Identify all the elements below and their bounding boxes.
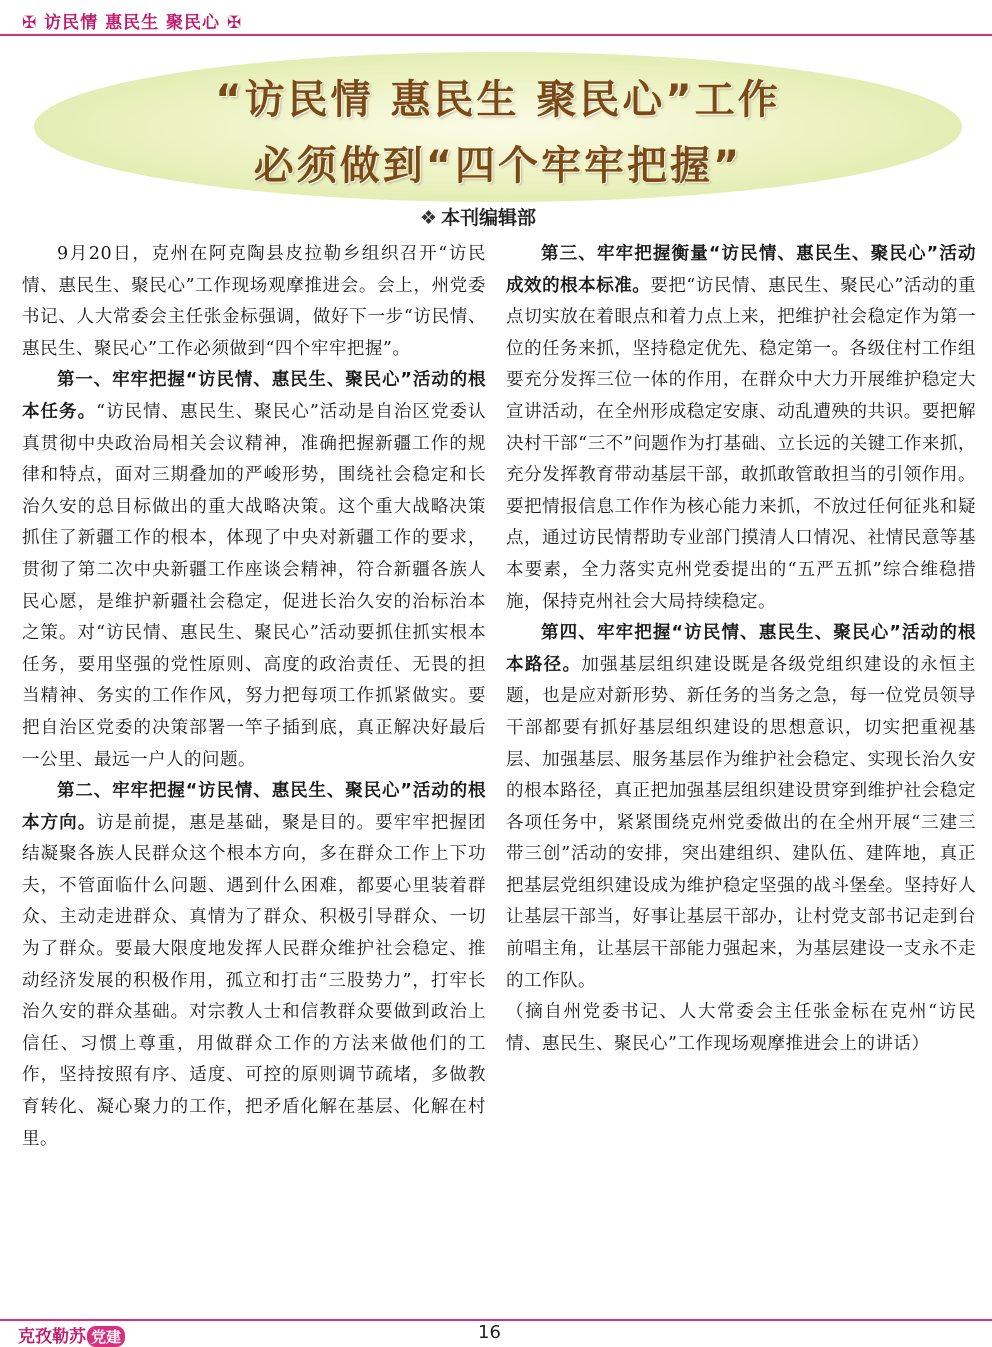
- column-left: [22, 239, 486, 1155]
- point-heading-3: 第三、牢牢把握衡量“访民情、惠民生、聚民心”活动成效的根本标准。: [506, 244, 976, 296]
- source-note: （摘自州党委书记、人大常委会主任张金标在克州“访民情、惠民生、聚民心”工作现场观摩推进会上的讲话）: [506, 1002, 976, 1054]
- point-body-3: 要把“访民情、惠民生、聚民心”活动的重点切实放在着眼点和着力点上来，把维护社会稳定作为第一位的任务来抓，坚持稳定优先、稳定第一。各级住村工作组要充分发挥三位一体的作用，在群众中大力开展维护稳定大宣讲活动，在全州形成稳定安康、动乱遭殃的共识。要把解决村干部“三不”问题作为打基础、立长远的关键工作来抓，充分发挥教育带动基层干部，敢抓敢管敢担当的引领作用。要把情报信息工作作为核心能力来抓，不放过任何征兆和疑点，通过访民情帮助专业部门摸清人口情况、社情民意等基本要素，全力落实克州党委提出的“五严五抓”综合维稳措施，保持克州社会大局持续稳定。: [506, 275, 976, 612]
- paragraph-second-point: [22, 776, 486, 1155]
- article-title-line-2: 必须做到“四个牢牢把握”: [253, 143, 743, 189]
- point-body-1: “访民情、惠民生、聚民心”活动是自治区党委认真贯彻中央政治局相关会议精神，准确把握新疆工作的规律和特点，面对三期叠加的严峻形势，围绕社会稳定和长治久安的总目标做出的重大战略决策。这个重大战略决策抓住了新疆工作的根本，体现了中央对新疆工作的要求，贯彻了第二次中央新疆工作座谈会精神，符合新疆各族人民心愿，是维护新疆社会稳定，促进长治久安的治标治本之策。对“访民情、惠民生、聚民心”活动要抓住抓实根本任务，要用坚强的党性原则、高度的政治责任、无畏的担当精神、务实的工作作风，努力把每项工作抓紧做实。要把自治区党委的决策部署一竿子插到底，真正解决好最后一公里、最远一户人的问题。: [22, 401, 486, 770]
- paragraph-fourth-point: [506, 618, 976, 997]
- page-number: 16: [478, 1322, 501, 1343]
- paragraph-third-point: [506, 239, 976, 618]
- byline-text: 本刊编辑部: [441, 207, 537, 229]
- section-title: ✠ 访民情 惠民生 聚民心 ✠: [22, 13, 243, 33]
- logo-badge: 党建: [87, 1326, 125, 1347]
- footer-divider: [0, 1319, 992, 1321]
- point-body-2: 访是前提，惠是基础，聚是目的。要牢牢把握团结凝聚各族人民群众这个根本方向，多在群众工作上下功夫，不管面临什么问题、遇到什么困难，都要心里装着群众、主动走进群众、真情为了群众、积极引导群众、一切为了群众。要最大限度地发挥人民群众维护社会稳定、推动经济发展的积极作用，孤立和打击“三股势力”，打牢长治久安的群众基础。对宗教人士和信教群众要做到政治上信任、习惯上尊重，用做群众工作的方法来做他们的工作，坚持按照有序、适度、可控的原则调节疏堵，多做教育转化、凝心聚力的工作，把矛盾化解在基层、化解在村里。: [22, 812, 487, 1149]
- header-divider: [0, 34, 992, 36]
- page-header: [0, 0, 992, 38]
- paragraph-intro: 9月20日，克州在阿克陶县皮拉勒乡组织召开“访民情、惠民生、聚民心”工作现场观摩推进会。会上，州党委书记、人大常委会主任张金标强调，做好下一步“访民情、惠民生、聚民心”工作必须做到“四个牢牢把握”。: [22, 244, 486, 359]
- logo-text: 克孜勒苏: [18, 1327, 86, 1347]
- diamond-bullet-icon: ❖: [420, 207, 438, 229]
- byline: [420, 203, 536, 230]
- article-title-line-1: “访民情 惠民生 聚民心”工作: [215, 77, 781, 123]
- paragraph-first-point: [22, 365, 486, 776]
- point-body-4: 加强基层组织建设既是各级党组织建设的永恒主题，也是应对新形势、新任务的当务之急，每一位党员领导干部都要有抓好基层组织建设的思想意识，切实把重视基层、加强基层、服务基层作为维护社会稳定、实现长治久安的根本路径，真正把加强基层组织建设贯穿到维护社会稳定各项任务中，紧紧围绕克州党委做出的在全州开展“三建三带三创”活动的安排，突出建组织、建队伍、建阵地，真正把基层党组织建设成为维护稳定坚强的战斗堡垒。坚持好人让基层干部当，好事让基层干部办，让村党支部书记走到台前唱主角，让基层干部能力强起来，为基层建设一支永不走的工作队。: [506, 654, 977, 991]
- magazine-logo: [18, 1322, 125, 1347]
- point-heading-2: 第二、牢牢把握“访民情、惠民生、聚民心”活动的根本方向。: [22, 781, 486, 833]
- column-right: [506, 239, 976, 1060]
- point-heading-1: 第一、牢牢把握“访民情、惠民生、聚民心”活动的根本任务。: [22, 370, 486, 422]
- point-heading-4: 第四、牢牢把握“访民情、惠民生、聚民心”活动的根本路径。: [506, 623, 976, 675]
